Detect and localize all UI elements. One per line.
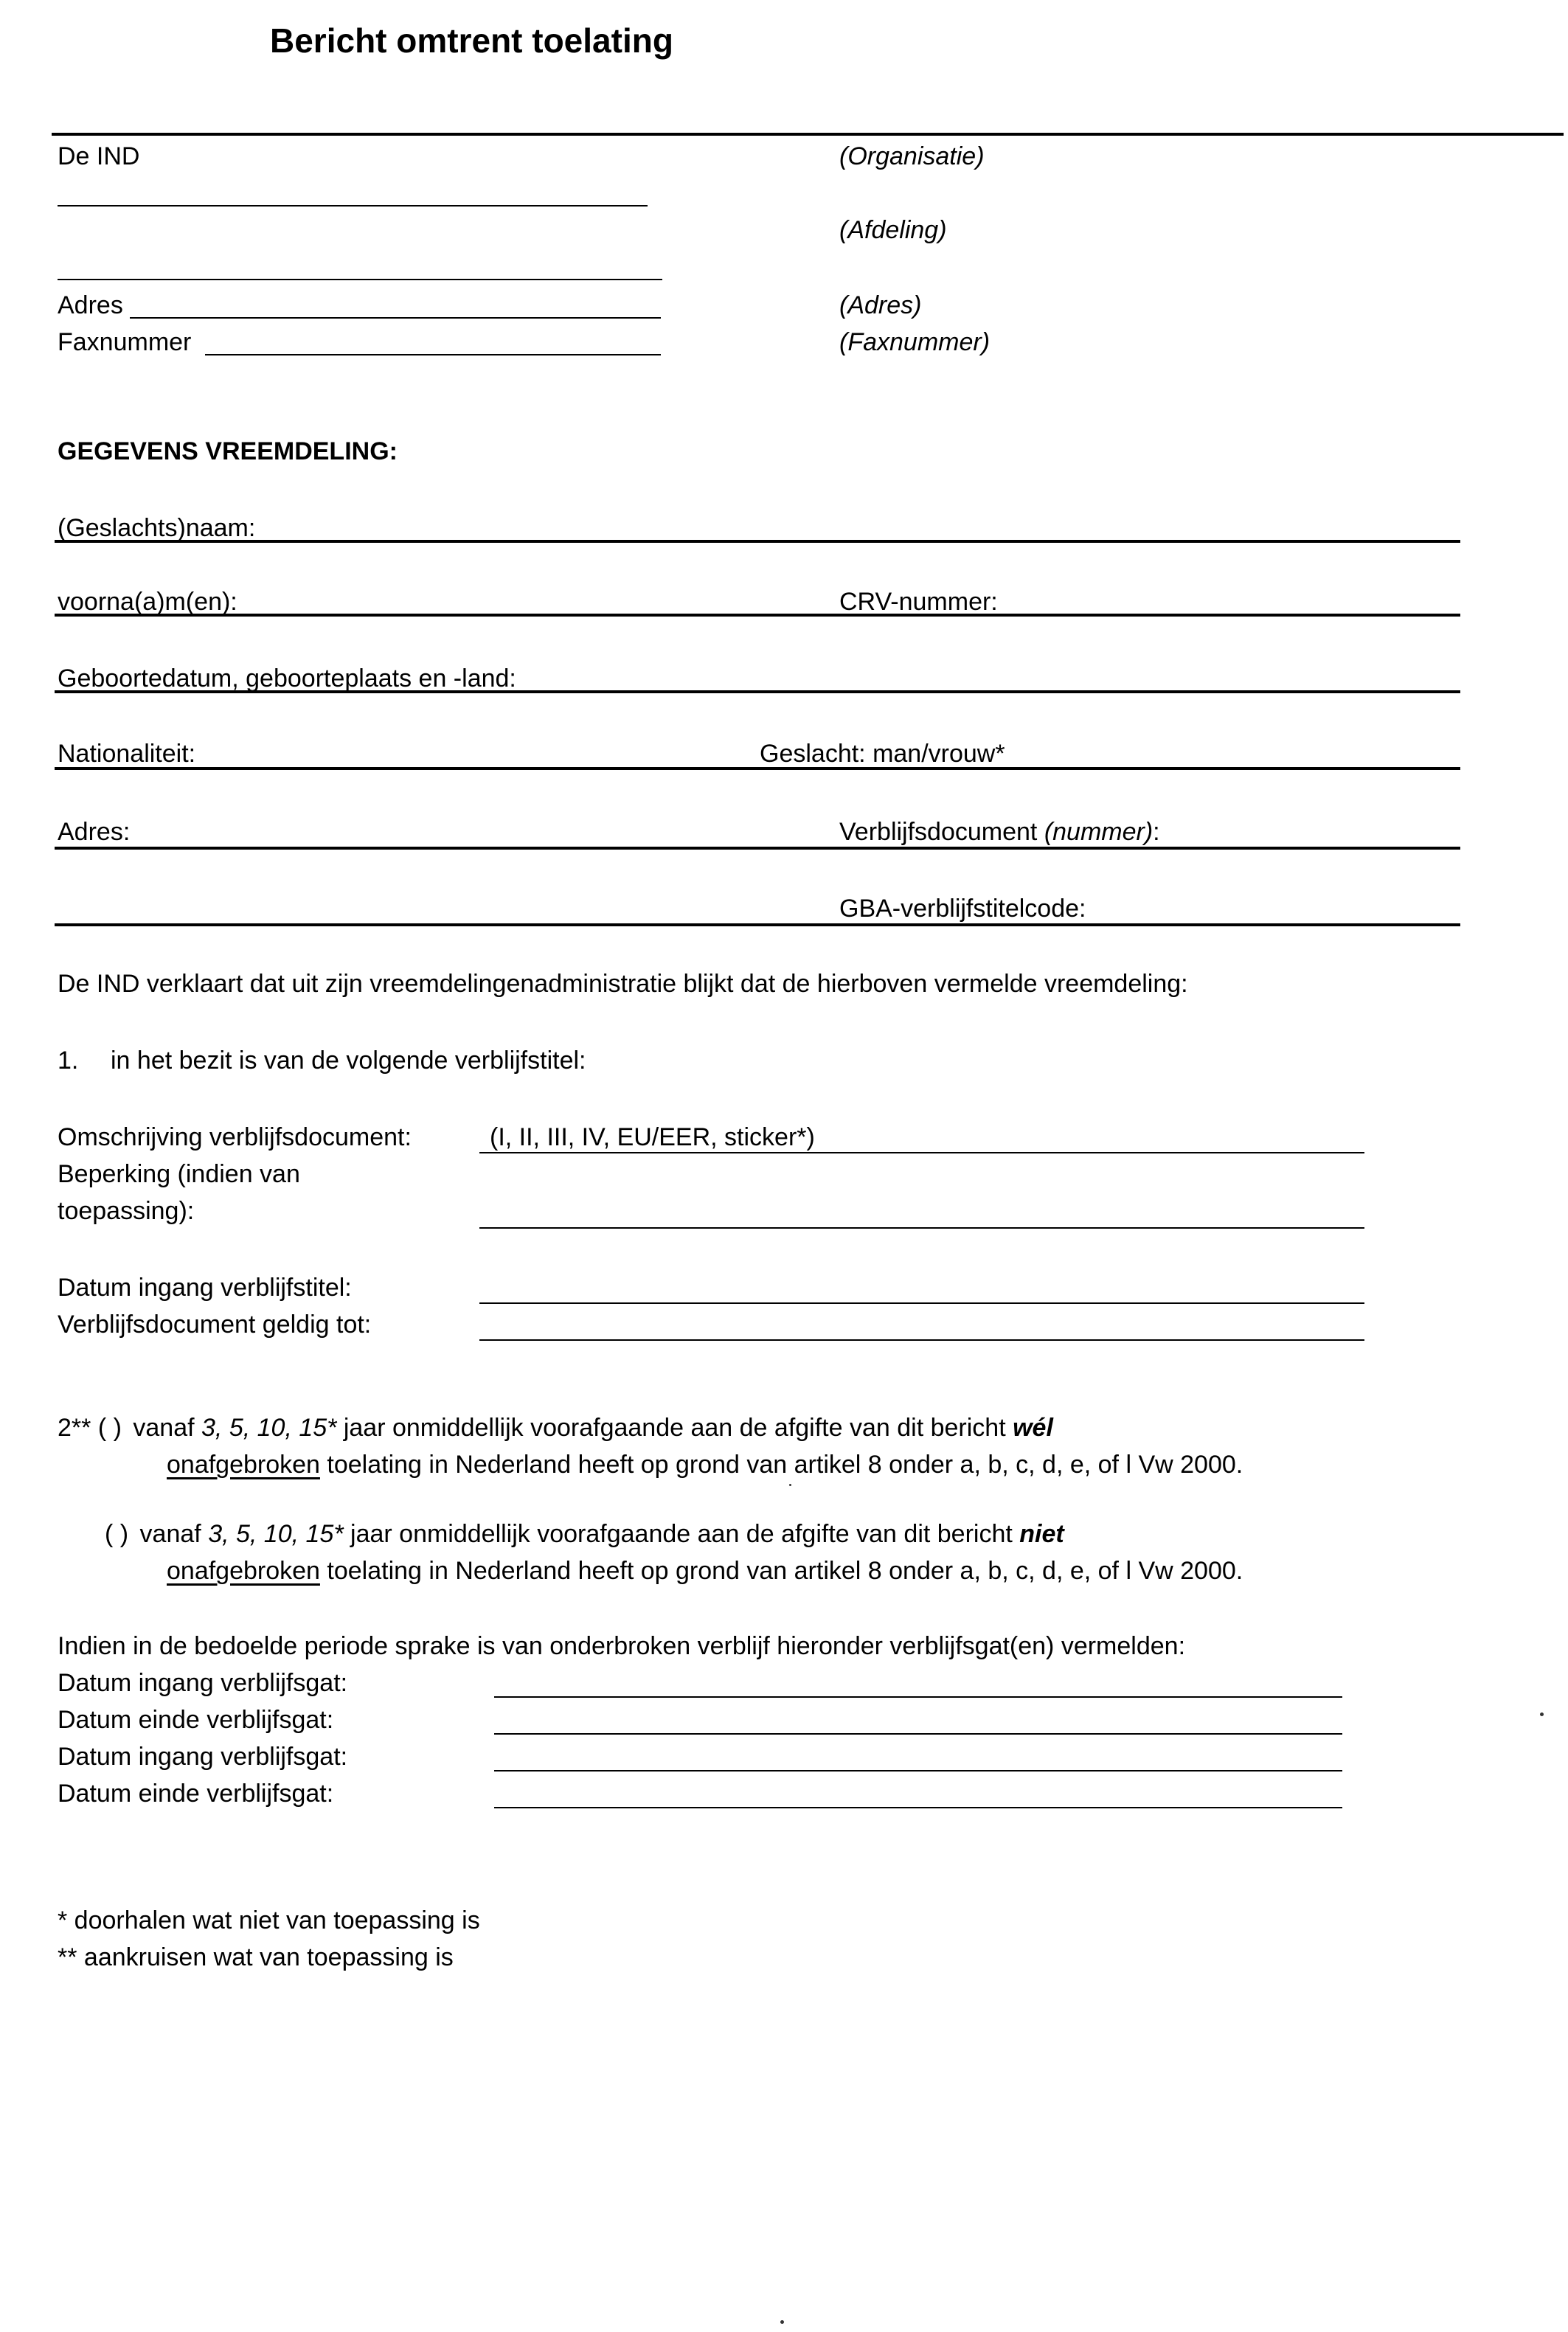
statement-text: De IND verklaart dat uit zijn vreemdelingenadministratie blijkt dat de hierboven vermelde vreemdeling:	[58, 970, 1188, 998]
adres-line	[130, 317, 661, 319]
section-heading: GEGEVENS VREEMDELING:	[58, 437, 398, 465]
restriction-line	[479, 1227, 1364, 1229]
checkbox-wel[interactable]: ( )	[97, 1414, 122, 1442]
gba-field[interactable]	[1121, 888, 1460, 923]
gap2-end-field[interactable]	[494, 1773, 1342, 1808]
gap2-start-label: Datum ingang verblijfsgat:	[58, 1743, 348, 1771]
faxnummer-label: Faxnummer	[58, 328, 192, 356]
sex-field[interactable]	[1047, 736, 1460, 771]
desc-line	[479, 1152, 1364, 1153]
sex-label: Geslacht: man/vrouw*	[760, 740, 1005, 768]
section2-row1b: onafgebroken toelating in Nederland heeft op grond van artikel 8 onder a, b, c, d, e, of l Vw 2000.	[167, 1451, 1243, 1479]
section2-number: 2**	[58, 1414, 91, 1442]
start-label: Datum ingang verblijfstitel:	[58, 1274, 352, 1302]
section2-row2b: onafgebroken toelating in Nederland heeft op grond van artikel 8 onder a, b, c, d, e, of l Vw 2000.	[167, 1557, 1243, 1585]
afdeling-hint: (Afdeling)	[839, 216, 947, 244]
section1-number: 1.	[58, 1047, 79, 1075]
faxnummer-field[interactable]	[205, 320, 661, 355]
firstnames-label: voorna(a)m(en):	[58, 588, 237, 616]
section2-row1: 2** ( ) vanaf 3, 5, 10, 15* jaar onmiddellijk voorafgaande aan de afgifte van dit bericht wél	[58, 1414, 1053, 1442]
birth-label: Geboortedatum, geboorteplaats en -land:	[58, 664, 516, 693]
footnote-1: * doorhalen wat niet van toepassing is	[58, 1906, 480, 1934]
nationality-line	[55, 767, 1460, 770]
residence-doc-field[interactable]	[1210, 814, 1460, 850]
gap2-start-field[interactable]	[494, 1736, 1342, 1771]
desc-value: (I, II, III, IV, EU/EER, sticker*)	[490, 1123, 815, 1151]
gaps-intro: Indien in de bedoelde periode sprake is van onderbroken verblijf hieronder verblijfsgat(en) vermelden:	[58, 1632, 1186, 1660]
scan-speck	[1540, 1712, 1544, 1716]
ind-label: De IND	[58, 142, 140, 170]
gap2-start-line	[494, 1770, 1342, 1771]
address-field-2[interactable]	[58, 888, 825, 923]
section1-text: in het bezit is van de volgende verblijfstitel:	[111, 1047, 586, 1075]
gap1-end-label: Datum einde verblijfsgat:	[58, 1706, 334, 1734]
gba-label: GBA-verblijfstitelcode:	[839, 895, 1086, 923]
surname-label: (Geslachts)naam:	[58, 514, 256, 542]
organisatie-field[interactable]	[58, 171, 648, 207]
address-line	[55, 847, 1460, 850]
address-field[interactable]	[148, 814, 826, 850]
gap1-start-line	[494, 1696, 1342, 1698]
gap1-end-line	[494, 1733, 1342, 1735]
valid-field[interactable]	[479, 1304, 1364, 1339]
section2-row2: ( ) vanaf 3, 5, 10, 15* jaar onmiddellijk voorafgaande aan de afgifte van dit bericht niet	[105, 1520, 1064, 1548]
organisatie-line	[58, 205, 648, 207]
residence-doc-label: Verblijfsdocument (nummer):	[839, 818, 1160, 846]
scan-speck	[789, 1484, 791, 1486]
gap2-end-line	[494, 1807, 1342, 1808]
page-title: Bericht omtrent toelating	[270, 21, 673, 60]
firstnames-line	[55, 614, 1460, 617]
gba-line	[55, 923, 1460, 926]
wel-emphasis: wél	[1013, 1414, 1053, 1442]
restriction-label-1: Beperking (indien van	[58, 1160, 300, 1188]
gap2-end-label: Datum einde verblijfsgat:	[58, 1780, 334, 1808]
surname-line	[55, 540, 1460, 543]
valid-label: Verblijfsdocument geldig tot:	[58, 1311, 372, 1339]
gap1-start-label: Datum ingang verblijfsgat:	[58, 1669, 348, 1697]
footnote-2: ** aankruisen wat van toepassing is	[58, 1943, 454, 1971]
nationality-label: Nationaliteit:	[58, 740, 196, 768]
adres-label: Adres	[58, 291, 123, 319]
checkbox-niet[interactable]: ( )	[105, 1520, 129, 1548]
afdeling-line	[58, 279, 662, 280]
faxnummer-line	[205, 354, 661, 355]
niet-emphasis: niet	[1019, 1520, 1064, 1548]
residence-doc-hint: (nummer)	[1044, 818, 1154, 846]
birth-line	[55, 690, 1460, 693]
valid-line	[479, 1339, 1364, 1341]
organisatie-hint: (Organisatie)	[839, 142, 985, 170]
adres-hint: (Adres)	[839, 291, 922, 319]
nationality-field[interactable]	[236, 736, 752, 771]
desc-field[interactable]	[479, 1115, 1364, 1151]
afdeling-field[interactable]	[58, 245, 662, 280]
crv-label: CRV-nummer:	[839, 588, 998, 616]
desc-label: Omschrijving verblijfsdocument:	[58, 1123, 412, 1151]
scan-speck	[780, 2320, 784, 2324]
address-label: Adres:	[58, 818, 131, 846]
gap1-end-field[interactable]	[494, 1699, 1342, 1735]
restriction-label-2: toepassing):	[58, 1197, 195, 1225]
restriction-field[interactable]	[479, 1192, 1364, 1227]
faxnummer-hint: (Faxnummer)	[839, 328, 991, 356]
start-field[interactable]	[479, 1267, 1364, 1302]
adres-field[interactable]	[130, 283, 661, 319]
header-rule	[52, 133, 1564, 136]
gap1-start-field[interactable]	[494, 1662, 1342, 1698]
